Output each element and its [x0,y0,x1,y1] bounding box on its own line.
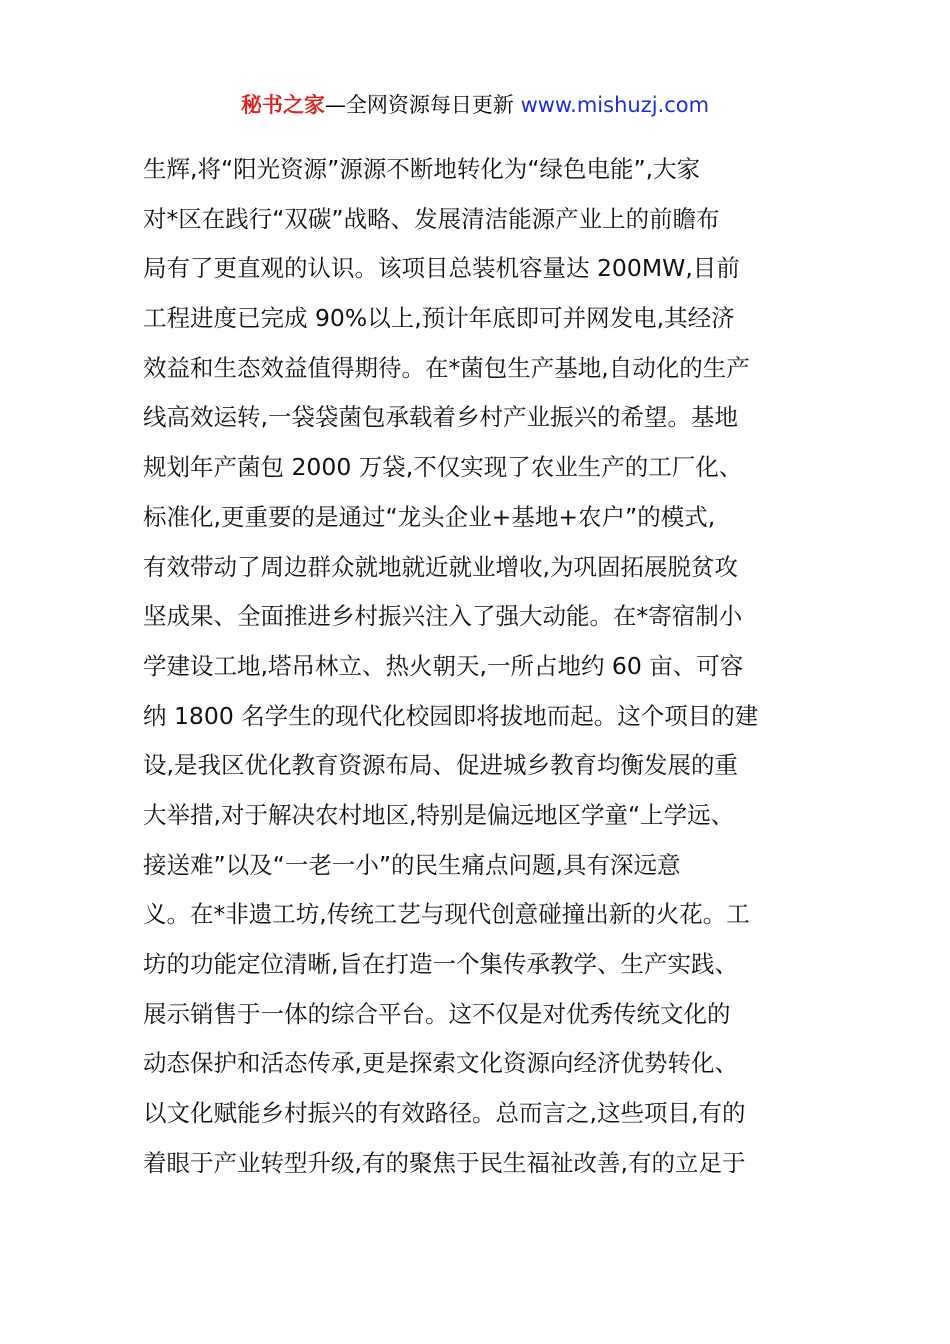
text-line: 有效带动了周边群众就地就近就业增收,为巩固拓展脱贫攻 [143,552,738,581]
header-tagline: —全网资源每日更新 [324,93,521,117]
site-url-link[interactable]: www.mishuzj.com [520,93,710,117]
text-line: 学建设工地,塔吊林立、热火朝天,一所占地约 60 亩、可容 [143,651,744,680]
text-line: 生辉,将“阳光资源”源源不断地转化为“绿色电能”,大家 [143,155,701,183]
text-line: 设,是我区优化教育资源布局、促进城乡教育均衡发展的重 [143,751,738,780]
text-line: 坊的功能定位清晰,旨在打造一个集传承教学、生产实践、 [143,950,738,978]
text-line: 标准化,更重要的是通过“龙头企业+基地+农户”的模式, [143,502,716,531]
text-line: 展示销售于一体的综合平台。这不仅是对优秀传统文化的 [143,999,731,1028]
text-line: 动态保护和活态传承,更是探索文化资源向经济优势转化、 [143,1049,738,1078]
text-line: 着眼于产业转型升级,有的聚焦于民生福祉改善,有的立足于 [143,1148,746,1177]
text-line: 效益和生态效益值得期待。在*菌包生产基地,自动化的生产 [143,353,750,382]
text-line: 局有了更直观的认识。该项目总装机容量达 200MW,目前 [143,254,740,283]
text-line: 规划年产菌包 2000 万袋,不仅实现了农业生产的工厂化、 [143,453,743,482]
text-line: 线高效运转,一袋袋菌包承载着乡村产业振兴的希望。基地 [143,403,738,432]
text-line: 对*区在践行“双碳”战略、发展清洁能源产业上的前瞻布 [143,204,720,233]
text-line: 接送难”以及“一老一小”的民生痛点问题,具有深远意 [143,850,681,879]
page-header [0,88,950,122]
text-line: 义。在*非遗工坊,传统工艺与现代创意碰撞出新的火花。工 [143,900,750,929]
text-line: 坚成果、全面推进乡村振兴注入了强大动能。在*寄宿制小 [143,602,743,631]
text-line: 以文化赋能乡村振兴的有效路径。总而言之,这些项目,有的 [143,1099,746,1128]
text-line: 工程进度已完成 90%以上,预计年底即可并网发电,其经济 [143,304,735,333]
brand-name: 秘书之家 [240,93,325,117]
text-line: 纳 1800 名学生的现代化校园即将拔地而起。这个项目的建 [143,701,759,730]
document-body [143,145,813,1188]
text-line: 大举措,对于解决农村地区,特别是偏远地区学童“上学远、 [143,800,735,829]
